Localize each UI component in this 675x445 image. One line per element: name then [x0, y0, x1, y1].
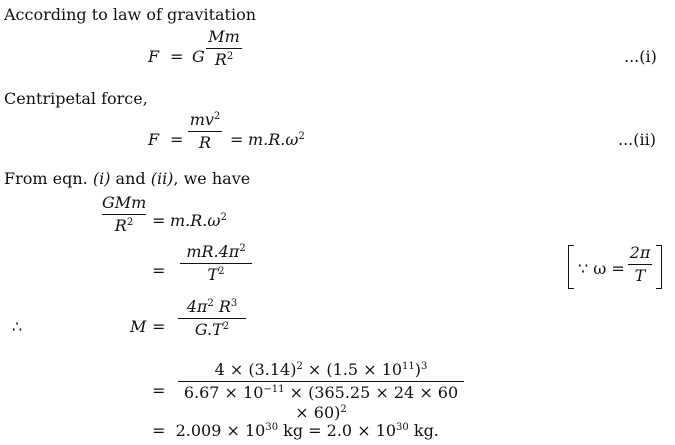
eq2-rhs: m.R.ω: [248, 130, 299, 149]
step2-equals: =: [152, 261, 166, 280]
step4-num-3-exp: 3: [421, 361, 428, 372]
eq1-g: G: [192, 47, 205, 66]
step2-den-base: T: [207, 265, 219, 284]
step2-fraction-bar: [180, 263, 252, 264]
step4-num-1: 4 × (3.14): [214, 360, 297, 379]
from-and: and: [110, 169, 151, 188]
step2-num-exp: 2: [239, 243, 246, 254]
step4-den-1-exp: −11: [263, 384, 285, 395]
step4-equals: =: [152, 381, 166, 400]
note-fraction: [628, 243, 652, 286]
step1-fraction-bar: [102, 214, 146, 215]
eq2-lhs: F: [148, 130, 160, 149]
step1-rhs-exp: 2: [220, 212, 227, 223]
step4-num-3: ): [414, 360, 422, 379]
note-because: ∵ ω =: [578, 259, 625, 278]
from-text: [4, 170, 250, 188]
from-ref-i: (i): [92, 169, 111, 188]
step1-rhs: m.R.ω: [170, 211, 221, 230]
step4-fraction: [178, 360, 464, 423]
step5-equals: =: [152, 421, 166, 440]
note-denominator: T: [634, 266, 646, 285]
eq2-tag: ...(ii): [618, 130, 656, 149]
step3-num-a: 4π: [186, 297, 208, 316]
step2-fraction: [180, 242, 252, 285]
eq1-equals: =: [170, 47, 184, 66]
eq1-fraction: [206, 27, 242, 70]
step5-c: kg.: [408, 421, 439, 440]
step2-num-base: mR.4π: [186, 242, 240, 261]
eq2-equals: =: [170, 130, 184, 149]
eq2-denominator: R: [198, 133, 212, 152]
step3-equals: =: [152, 317, 166, 336]
eq1-numerator: Mm: [208, 27, 240, 46]
eq2-fraction-bar: [188, 131, 222, 132]
eq2-num-base: mv: [189, 110, 214, 129]
step3-den-exp: 2: [222, 321, 230, 332]
step-5-result: [152, 422, 439, 440]
step4-num-2-exp: 11: [402, 361, 415, 372]
step3-den-base: G.T: [194, 320, 223, 339]
step1-den-exp: 2: [126, 217, 134, 228]
step1-numerator: GMm: [102, 193, 147, 212]
note-numerator: 2π: [629, 243, 651, 262]
step3-num-a-exp: 2: [207, 298, 214, 309]
eq1-fraction-bar: [206, 48, 242, 49]
step5-a: 2.009 × 10: [175, 421, 266, 440]
step3-fraction-bar: [178, 318, 246, 319]
step4-num-1-exp: 2: [296, 361, 303, 372]
step1-fraction: [102, 193, 146, 236]
from-post: , we have: [173, 169, 251, 188]
step3-num-b-exp: 3: [230, 298, 238, 309]
step5-b: kg = 2.0 × 10: [278, 421, 397, 440]
eq2-fraction: [188, 110, 222, 153]
eq1-lhs: F: [148, 47, 160, 66]
step5-b-exp: 30: [396, 422, 409, 433]
step3-num-b: R: [218, 297, 231, 316]
from-ref-ii: (ii): [150, 169, 174, 188]
from-pre: From eqn.: [4, 169, 93, 188]
step4-num-2: × (1.5 × 10: [302, 360, 403, 379]
note-fraction-bar: [628, 264, 652, 265]
eq2-num-exp: 2: [213, 111, 221, 122]
therefore-symbol: ∴: [12, 317, 23, 336]
step3-lhs: M: [130, 317, 147, 336]
eq1-den-base: R: [214, 50, 227, 69]
eq1-den-exp: 2: [226, 51, 234, 62]
step1-den-base: R: [114, 216, 127, 235]
centripetal-text: Centripetal force,: [4, 89, 148, 108]
step4-fraction-bar: [178, 381, 464, 382]
step4-den-2: × (365.25 × 24 × 60 × 60): [284, 383, 459, 422]
step4-den-2-exp: 2: [340, 404, 347, 415]
step2-den-exp: 2: [218, 266, 225, 277]
step4-den-1: 6.67 × 10: [183, 383, 264, 402]
intro-text: According to law of gravitation: [4, 5, 257, 24]
step3-fraction: [178, 297, 246, 340]
eq2-rhs-exp: 2: [298, 131, 305, 142]
note-left-bracket: [568, 245, 574, 289]
eq1-tag: ...(i): [624, 47, 657, 66]
note-right-bracket: [656, 245, 662, 289]
step5-a-exp: 30: [265, 422, 279, 433]
step1-equals: =: [152, 211, 166, 230]
eq2-equals-2: =: [230, 130, 244, 149]
